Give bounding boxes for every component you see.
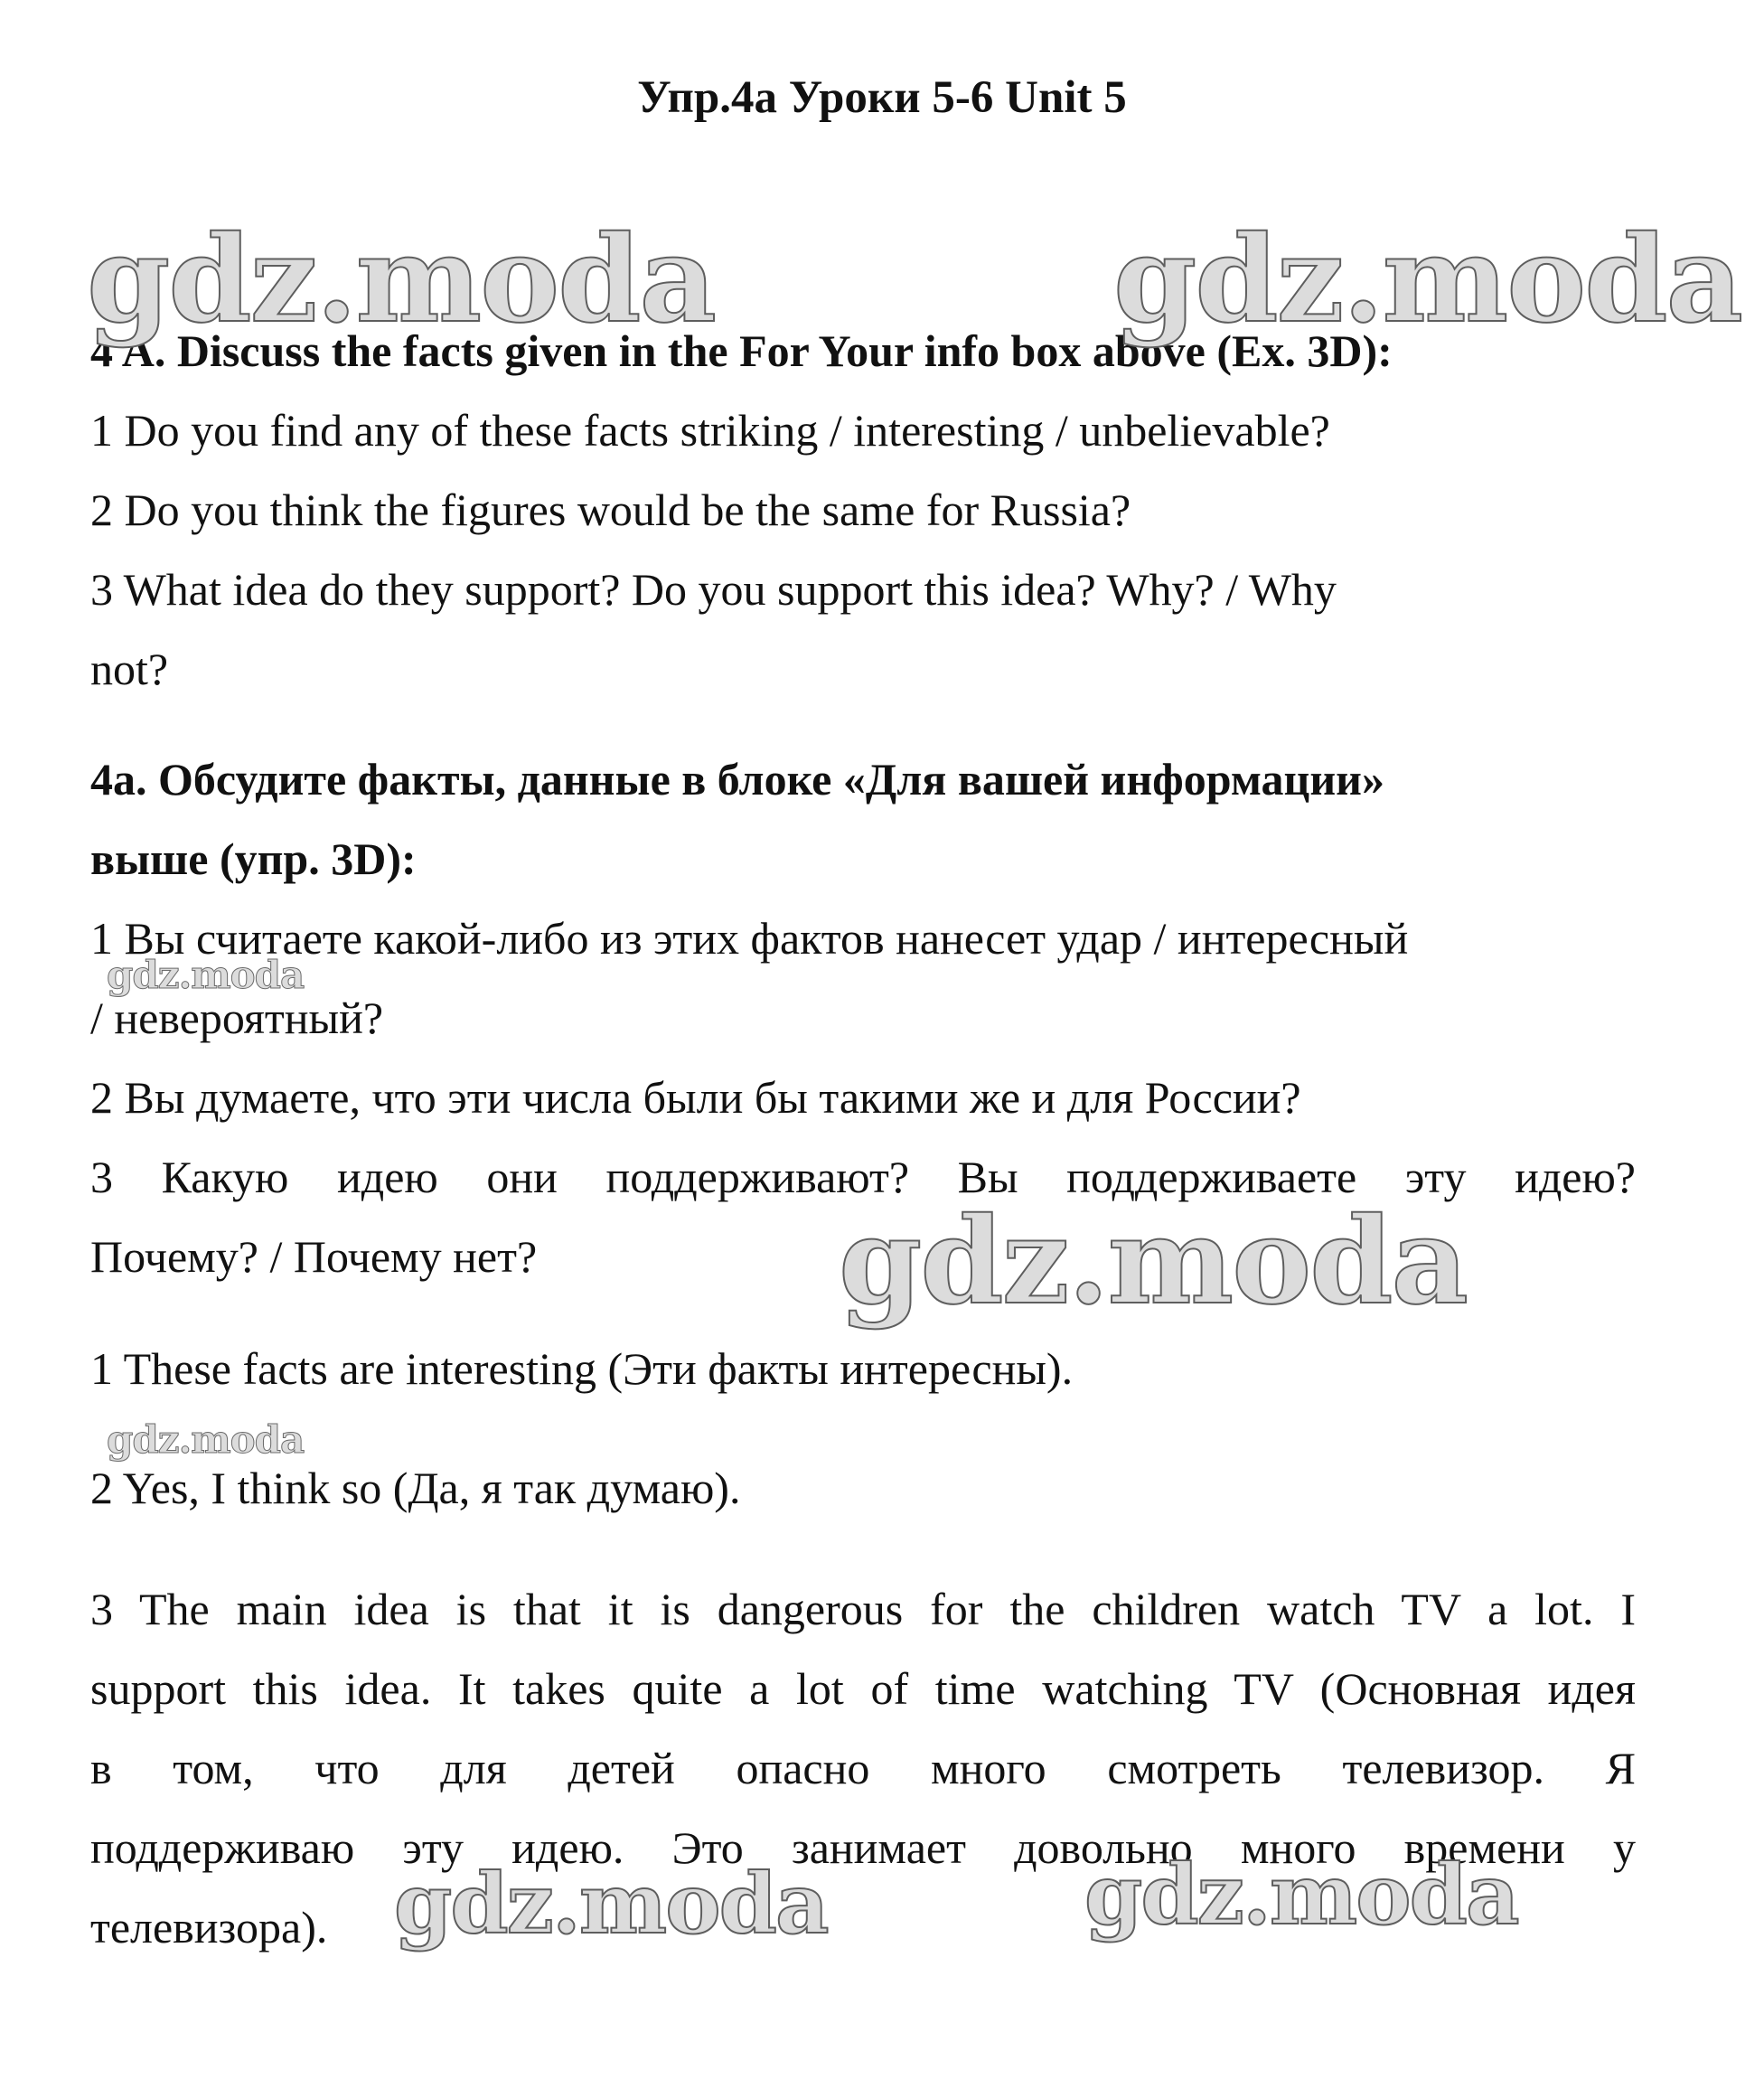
watermark-bottom-left: gdz.moda: [394, 1855, 828, 1953]
question-en-3-line2: not?: [90, 644, 169, 694]
answer-3-line1: 3 The main idea is that it is dangerous for the children watch TV a lot. I: [90, 1584, 1636, 1634]
section-russian: [90, 739, 1636, 1296]
answer-3: [90, 1569, 1636, 1967]
answer-3-line2: support this idea. It takes quite a lot of time watching TV (Основная идея: [90, 1663, 1636, 1714]
watermark-top-left: gdz.moda: [87, 210, 716, 350]
answer-3-line5: телевизора).: [90, 1902, 328, 1953]
answer-2-text: 2 Yes, I think so (Да, я так думаю).: [90, 1463, 741, 1513]
page-title: Упр.4а Уроки 5-6 Unit 5: [637, 72, 1127, 123]
question-ru-2: 2 Вы думаете, что эти числа были бы такими же и для России?: [90, 1072, 1301, 1123]
question-en-1: 1 Do you find any of these facts striking / interesting / unbelievable?: [90, 405, 1330, 456]
question-ru-3-line2: Почему? / Почему нет?: [90, 1231, 538, 1282]
section-russian-heading-line1: 4a. Обсудите факты, данные в блоке «Для вашей информации»: [90, 754, 1384, 805]
answer-2: [90, 1448, 1636, 1528]
answer-1-text: 1 These facts are interesting (Эти факты интересны).: [90, 1343, 1074, 1394]
question-ru-3-line1: 3 Какую идею они поддерживают? Вы поддерживаете эту идею?: [90, 1152, 1636, 1202]
question-en-3-line1: 3 What idea do they support? Do you support this idea? Why? / Why: [90, 564, 1337, 615]
question-en-2: 2 Do you think the figures would be the same for Russia?: [90, 485, 1131, 535]
section-english-heading: 4 A. Discuss the facts given in the For Your info box above (Ex. 3D):: [90, 325, 1393, 376]
question-ru-1-line2: / невероятный?: [90, 993, 384, 1043]
watermark-middle: gdz.moda: [839, 1191, 1468, 1332]
question-ru-1-line1: 1 Вы считаете какой-либо из этих фактов нанесет удар / интересный: [90, 913, 1409, 964]
watermark-small-2: gdz.moda: [107, 1417, 305, 1462]
answer-1: [90, 1329, 1636, 1408]
watermark-top-right: gdz.moda: [1113, 210, 1742, 350]
watermark-small-1: gdz.moda: [107, 953, 305, 997]
section-russian-heading-line2: выше (упр. 3D):: [90, 833, 417, 884]
watermark-bottom-right: gdz.moda: [1084, 1846, 1518, 1943]
answer-3-line3: в том, что для детей опасно много смотреть телевизор. Я: [90, 1743, 1636, 1793]
section-english: [90, 311, 1636, 709]
answer-3-line4: поддерживаю эту идею. Это занимает довольно много времени у: [90, 1822, 1636, 1873]
